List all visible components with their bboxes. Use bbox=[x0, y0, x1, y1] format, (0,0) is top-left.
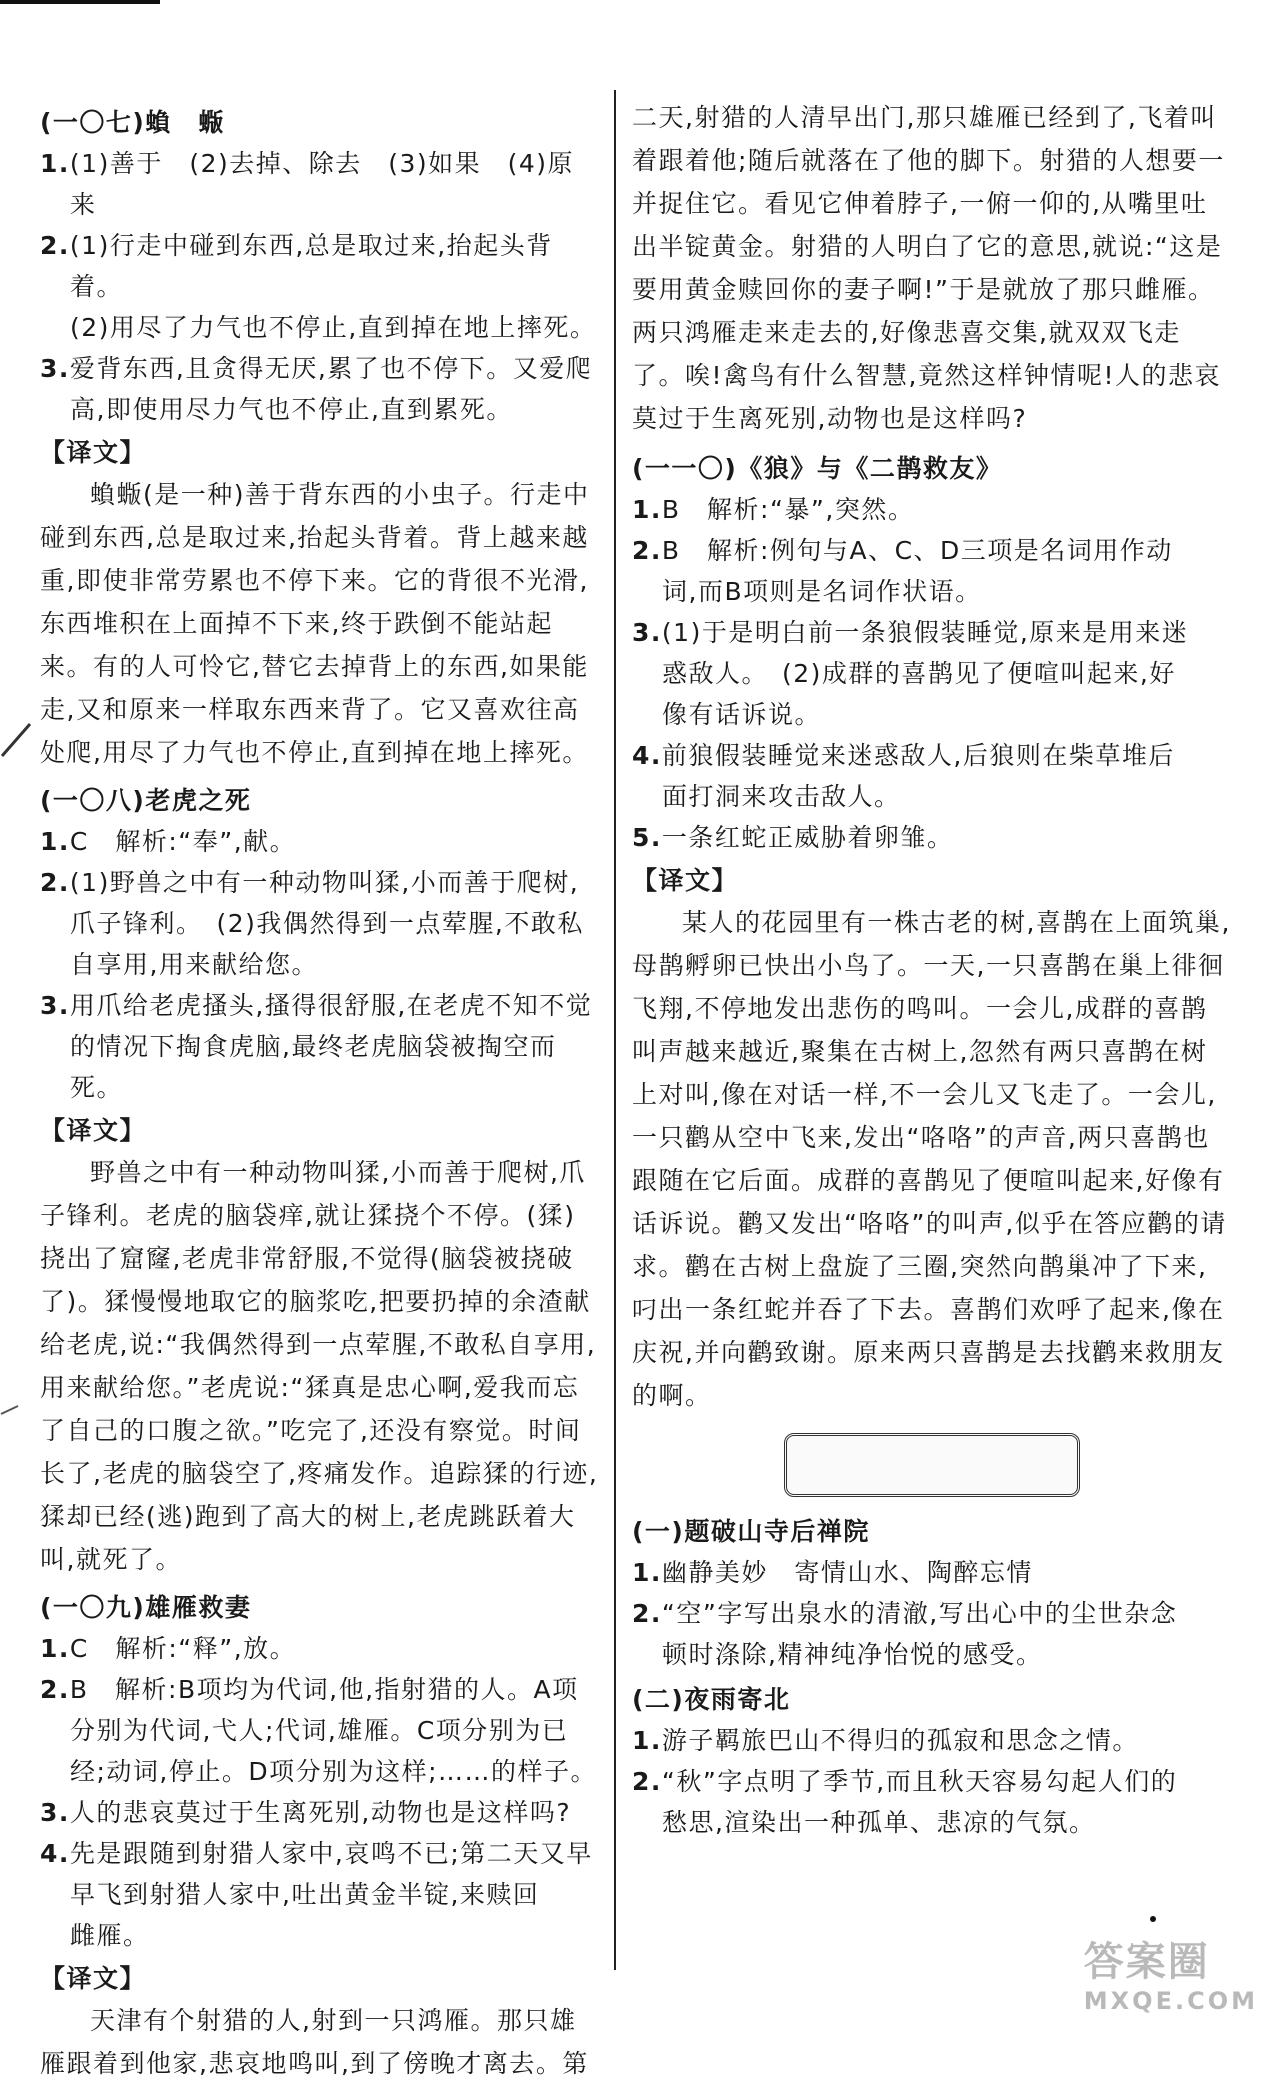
poem1-answer-2-cont: 顿时涤除,精神纯净怡悦的感受。 bbox=[662, 1640, 1043, 1669]
section-heading-109: (一〇九)雄雁救妻 bbox=[40, 1593, 252, 1622]
answer-110-2: 2.B 解析:例句与A、C、D三项是名词用作动 bbox=[632, 536, 1173, 565]
poem1-answer-1: 1.幽静美妙 寄情山水、陶醉忘情 bbox=[632, 1558, 1033, 1587]
watermark bbox=[1084, 1930, 1258, 2015]
answer-110-1: 1.B 解析:“暴”,突然。 bbox=[632, 495, 915, 524]
answer-110-4: 4.前狼假装睡觉来迷惑敌人,后狼则在柴草堆后 bbox=[632, 741, 1175, 770]
answer-108-1: 1.C 解析:“奉”,献。 bbox=[40, 827, 297, 856]
section-heading-107: (一〇七)蝜 蝂 bbox=[40, 108, 225, 137]
answer-110-3: 3.(1)于是明白前一条狼假装睡觉,原来是用来迷 bbox=[632, 618, 1189, 647]
left-column bbox=[40, 100, 600, 2085]
watermark-title: 答案圈 bbox=[1083, 1939, 1210, 1985]
answer-108-2: 2.(1)野兽之中有一种动物叫猱,小而善于爬树, bbox=[40, 868, 580, 897]
translation-label-109: 【译文】 bbox=[40, 1964, 147, 1993]
pen-mark-small bbox=[0, 1400, 20, 1420]
answer-109-3: 3.人的悲哀莫过于生离死别,动物也是这样吗? bbox=[40, 1798, 572, 1827]
answer-109-1: 1.C 解析:“释”,放。 bbox=[40, 1634, 297, 1663]
answer-108-2-cont1: 爪子锋利。 (2)我偶然得到一点荤腥,不敢私 bbox=[70, 909, 584, 938]
section-banner bbox=[784, 1433, 1080, 1497]
answer-110-4-cont: 面打洞来攻击敌人。 bbox=[662, 782, 901, 811]
translation-109: 天津有个射猎的人,射到一只鸿雁。那只雄雁跟着到他家,悲哀地鸣叫,到了傍晚才离去。第 bbox=[40, 2006, 589, 2078]
poem2-answer-2-cont: 愁思,渲染出一种孤单、悲凉的气氛。 bbox=[662, 1808, 1096, 1837]
poem1-answer-2: 2.“空”字写出泉水的清澈,写出心中的尘世杂念 bbox=[632, 1599, 1178, 1628]
answer-110-2-cont: 词,而B项则是名词作状语。 bbox=[662, 577, 982, 606]
answer-108-3-cont: 的情况下掏食虎脑,最终老虎脑袋被掏空而死。 bbox=[70, 1032, 557, 1102]
translation-label-107: 【译文】 bbox=[40, 438, 147, 467]
page-dot bbox=[1150, 1916, 1156, 1922]
translation-108: 野兽之中有一种动物叫猱,小而善于爬树,爪子锋利。老虎的脑袋痒,就让猱挠个不停。(猱)挠出了窟窿,老虎非常舒服,不觉得(脑袋被挠破了)。猱慢慢地取它的脑浆吃,把要扔掉的余渣献给老虎,说:“我偶然得到一点荤腥,不敢私自享用,用来献给您。”老虎说:“猱真是忠心啊,爱我而忘了自己的口腹之欲。”吃完了,还没有察觉。时间长了,老虎的脑袋空了,疼痛发作。追踪猱的行迹,猱却已经(逃)跑到了高大的树上,老虎跳跃着大叫,就死了。 bbox=[40, 1158, 599, 1574]
translation-label-108: 【译文】 bbox=[40, 1116, 147, 1145]
answer-109-2-cont1: 分别为代词,弋人;代词,雄雁。C项分别为已 bbox=[70, 1716, 569, 1745]
section-heading-110: (一一〇)《狼》与《二鹊救友》 bbox=[632, 454, 1003, 483]
answer-107-3: 3.爱背东西,且贪得无厌,累了也不停下。又爱爬 bbox=[40, 354, 593, 383]
translation-label-110: 【译文】 bbox=[632, 866, 739, 895]
answer-107-3-cont: 高,即使用尽力气也不停止,直到累死。 bbox=[70, 395, 513, 424]
answer-110-3-cont2: 像有话诉说。 bbox=[662, 700, 822, 729]
answer-109-4-cont1: 早飞到射猎人家中,吐出黄金半锭,来赎回 bbox=[70, 1880, 540, 1909]
section-heading-108: (一〇八)老虎之死 bbox=[40, 786, 252, 815]
right-column bbox=[632, 96, 1232, 1843]
column-divider bbox=[614, 90, 616, 1970]
answer-109-2-cont2: 经;动词,停止。D项分别为这样;……的样子。 bbox=[70, 1757, 598, 1786]
answer-110-3-cont1: 惑敌人。 (2)成群的喜鹊见了便喧叫起来,好 bbox=[662, 659, 1176, 688]
answer-108-2-cont2: 自享用,用来献给您。 bbox=[70, 950, 318, 979]
answer-107-2-cont: (2)用尽了力气也不停止,直到掉在地上摔死。 bbox=[70, 313, 597, 342]
answer-109-2: 2.B 解析:B项均为代词,他,指射猎的人。A项 bbox=[40, 1675, 579, 1704]
answer-109-4-cont2: 雌雁。 bbox=[70, 1921, 150, 1950]
translation-110: 某人的花园里有一株古老的树,喜鹊在上面筑巢,母鹊孵卵已快出小鸟了。一天,一只喜鹊在巢上徘徊飞翔,不停地发出悲伤的鸣叫。一会儿,成群的喜鹊叫声越来越近,聚集在古树上,忽然有两只喜鹊在树上对叫,像在对话一样,不一会儿又飞走了。一会儿,一只鹳从空中飞来,发出“咯咯”的声音,两只喜鹊也跟随在它后面。成群的喜鹊见了便喧叫起来,好像有话诉说。鹳又发出“咯咯”的叫声,似乎在答应鹳的请求。鹳在古树上盘旋了三圈,突然向鹊巢冲了下来,叼出一条红蛇并吞了下去。喜鹊们欢呼了起来,像在庆祝,并向鹳致谢。原来两只喜鹊是去找鹳来救朋友的啊。 bbox=[632, 908, 1231, 1410]
poem2-answer-2: 2.“秋”字点明了季节,而且秋天容易勾起人们的 bbox=[632, 1767, 1178, 1796]
poem-heading-1: (一)题破山寺后禅院 bbox=[632, 1517, 870, 1546]
poem2-answer-1: 1.游子羁旅巴山不得归的孤寂和思念之情。 bbox=[632, 1726, 1139, 1755]
top-rule bbox=[0, 0, 160, 4]
watermark-url: MXQE.COM bbox=[1083, 1987, 1258, 2015]
answer-108-3: 3.用爪给老虎搔头,搔得很舒服,在老虎不知不觉 bbox=[40, 991, 593, 1020]
answer-107-2: 2.(1)行走中碰到东西,总是取过来,抬起头背着。 bbox=[40, 231, 553, 301]
pen-mark bbox=[0, 720, 36, 760]
answer-110-5: 5.一条红蛇正威胁着卵雏。 bbox=[632, 823, 954, 852]
translation-107: 蝜蝂(是一种)善于背东西的小虫子。行走中碰到东西,总是取过来,抬起头背着。背上越来越重,即使非常劳累也不停下来。它的背很不光滑,东西堆积在上面掉不下来,终于跌倒不能站起来。有的人可怜它,替它去掉背上的东西,如果能走,又和原来一样取东西来背了。它又喜欢往高处爬,用尽了力气也不停止,直到掉在地上摔死。 bbox=[40, 480, 590, 767]
answer-109-4: 4.先是跟随到射猎人家中,哀鸣不已;第二天又早 bbox=[40, 1839, 593, 1868]
poem-heading-2: (二)夜雨寄北 bbox=[632, 1685, 791, 1714]
answer-107-1: 1.(1)善于 (2)去掉、除去 (3)如果 (4)原来 bbox=[40, 149, 575, 219]
translation-109-continued: 二天,射猎的人清早出门,那只雄雁已经到了,飞着叫着跟着他;随后就落在了他的脚下。射猎的人想要一并捉住它。看见它伸着脖子,一俯一仰的,从嘴里吐出半锭黄金。射猎的人明白了它的意思,就说:“这是要用黄金赎回你的妻子啊!”于是就放了那只雌雁。两只鸿雁走来走去的,好像悲喜交集,就双双飞走了。唉!禽鸟有什么智慧,竟然这样钟情呢!人的悲哀莫过于生离死别,动物也是这样吗? bbox=[632, 103, 1225, 433]
